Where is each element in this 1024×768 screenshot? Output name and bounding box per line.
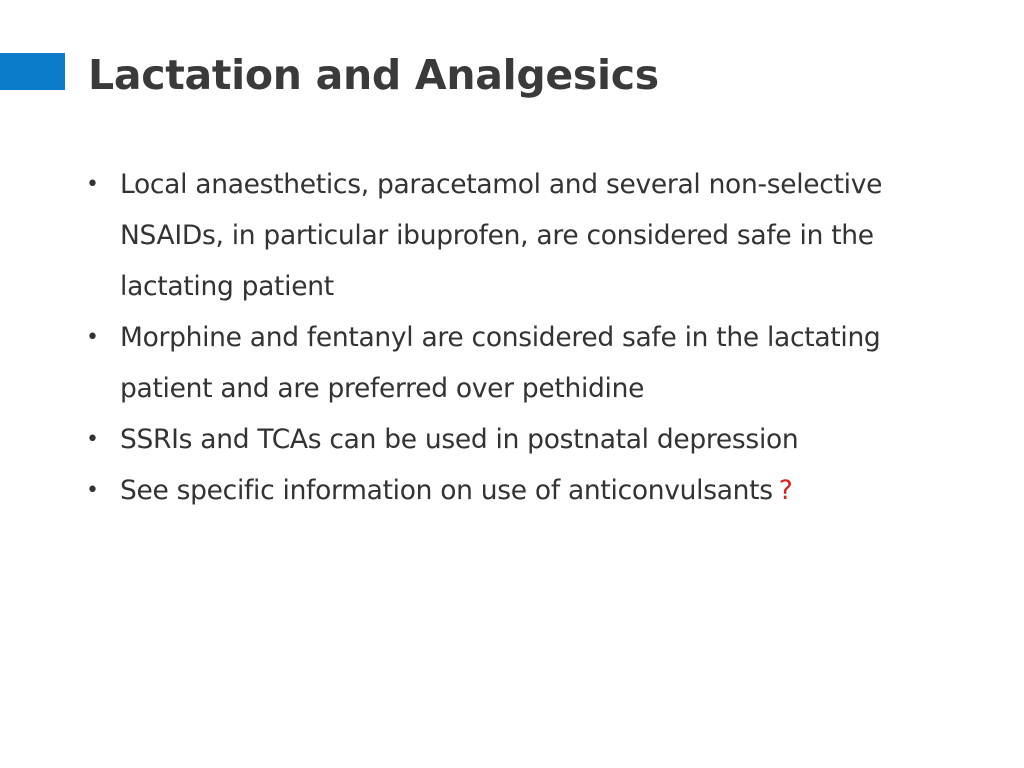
bullet-item [86,465,946,516]
slide-title: Lactation and Analgesics [88,51,659,99]
bullet-item [86,159,946,312]
bullet-dot-icon: • [86,478,99,503]
bullet-text: Local anaesthetics, paracetamol and several non-selective NSAIDs, in particular ibuprofen, are considered safe in the lactating patient [120,169,883,302]
bullet-text: SSRIs and TCAs can be used in postnatal depression [120,424,799,455]
bullet-dot-icon: • [86,325,99,350]
bullet-dot-icon: • [86,172,99,197]
bullet-dot-icon: • [86,427,99,452]
bullet-list [86,159,946,516]
bullet-item [86,414,946,465]
title-accent-bar [0,53,65,90]
bullet-text: See specific information on use of anticonvulsants [120,475,773,506]
bullet-text: Morphine and fentanyl are considered safe in the lactating patient and are preferred over pethidine [120,322,881,404]
question-mark-link[interactable]: ? [778,475,793,506]
bullet-item [86,312,946,414]
